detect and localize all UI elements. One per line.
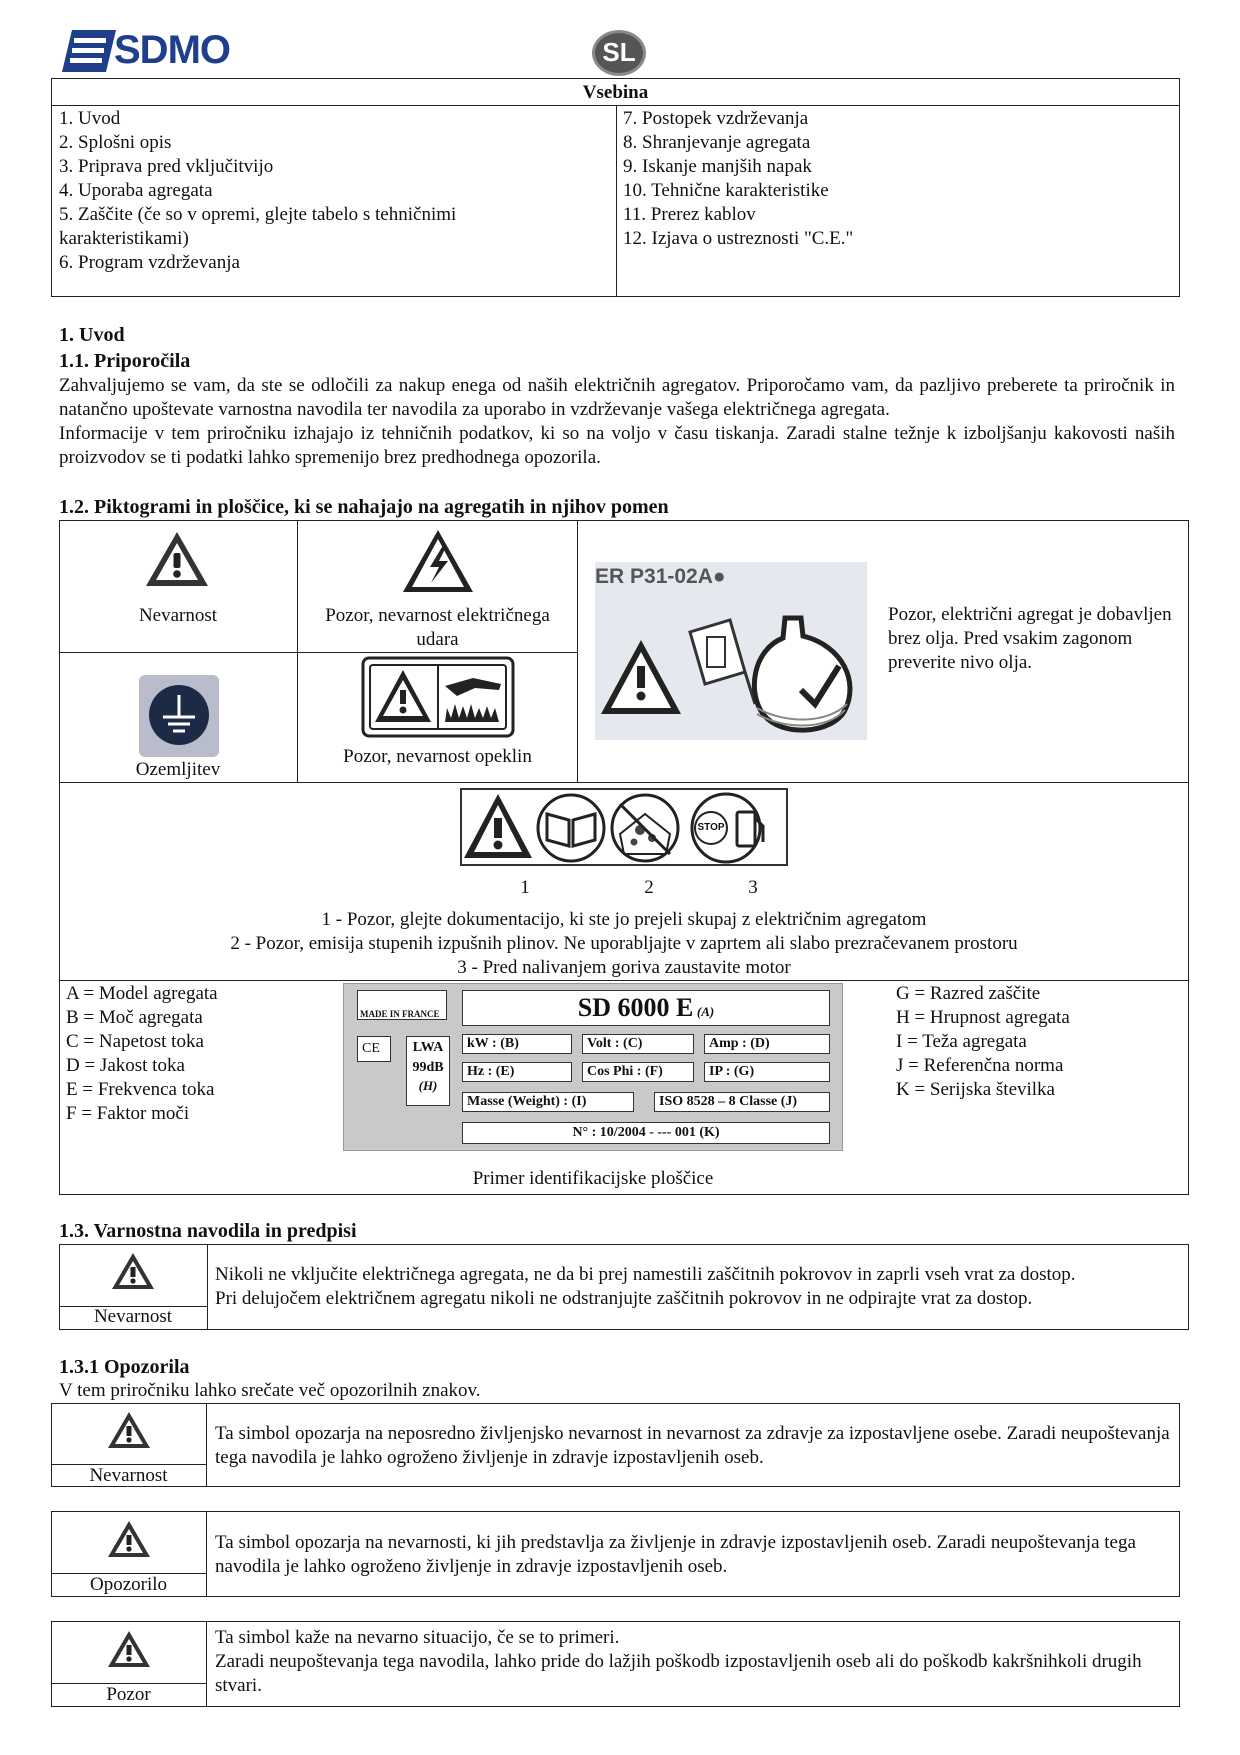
table-row-line (59, 980, 1189, 981)
burn-hazard-icon (361, 656, 515, 738)
legend-item: G = Razred zaščite (896, 983, 1041, 1004)
safety-text-1: Nikoli ne vključite električnega agregata, ne da bi prej namestili zaščitnih pokrovov in zaprli vseh vrat za dostop. (215, 1264, 1076, 1285)
legend-item: I = Teža agregata (896, 1031, 1027, 1052)
plate-model-tag: (A) (696, 1004, 715, 1019)
plate-legend-right (896, 982, 1176, 1102)
plate-amp: Amp : (D) (704, 1034, 830, 1054)
safety-label: Nevarnost (93, 1306, 173, 1327)
oil-sticker-code: ER P31-02A● (595, 565, 726, 588)
toc-item: 8. Shranjevanje agregata (623, 132, 811, 153)
plate-serial: N° : 10/2004 - --- 001 (K) (462, 1122, 830, 1144)
warning-text-warning: Ta simbol opozarja na nevarnosti, ki jih predstavlja za življenje in zdravje izpostavljenih oseb. Zaradi neupoštevanja tega navodila je lahko ogroženo življenje in zdravje izpostavljenih oseb. (215, 1532, 1136, 1577)
burn-hazard-label: Pozor, nevarnost opeklin (343, 746, 532, 767)
plate-model (462, 990, 830, 1026)
toc-item: 3. Priprava pred vključitvijo (59, 156, 274, 177)
section-1-2-title: 1.2. Piktogrami in ploščice, ki se nahajajo na agregatih in njihov pomen (59, 496, 669, 518)
plate-legend-left (66, 982, 346, 1126)
language-badge (590, 28, 648, 78)
toc-item: 9. Iskanje manjših napak (623, 156, 812, 177)
safety-text-2: Pri delujočem električnem agregatu nikoli ne odstranjujte zaščitnih pokrovov in ne odpirajte vrat za dostop. (215, 1288, 1033, 1309)
legend-item: B = Moč agregata (66, 1007, 203, 1028)
table-col-line (297, 520, 298, 782)
danger-icon (143, 529, 211, 589)
plate-norm: ISO 8528 – 8 Classe (J) (654, 1092, 830, 1112)
symbol-description-3: 3 - Pred nalivanjem goriva zaustavite motor (457, 957, 791, 978)
section-1-3-title: 1.3. Varnostna navodila in predpisi (59, 1220, 357, 1242)
toc-item: karakteristikami) (59, 228, 189, 249)
table-col-line (206, 1511, 207, 1597)
plate-noise-box (406, 1036, 450, 1106)
toc-right-column (623, 107, 1173, 251)
danger-icon (106, 1410, 152, 1450)
plate-volt: Volt : (C) (582, 1034, 694, 1054)
plate-cos-phi: Cos Phi : (F) (582, 1062, 694, 1082)
plate-caption: Primer identifikacijske ploščice (472, 1168, 714, 1189)
warning-text-danger: Ta simbol opozarja na neposredno življenjsko nevarnost in nevarnost za zdravje za izpostavljene osebe. Zaradi neupoštevanja tega navodila je lahko ogroženo življenje in zdravje izpostavljenih oseb. (215, 1423, 1170, 1468)
legend-item: C = Napetost toka (66, 1031, 204, 1052)
combined-warning-sticker (460, 788, 788, 866)
plate-ce-mark: CE (357, 1036, 391, 1062)
table-col-line (206, 1621, 207, 1707)
oil-warning-text: Pozor, električni agregat je dobavljen brez olja. Pred vsakim zagonom preverite nivo olja. (888, 604, 1172, 673)
toc-item: 1. Uvod (59, 108, 121, 129)
language-code: SL (602, 37, 636, 67)
toc-item: 11. Prerez kablov (623, 204, 756, 225)
plate-model-name: SD 6000 E (577, 993, 694, 1022)
legend-item: H = Hrupnost agregata (896, 1007, 1070, 1028)
warning-icon (106, 1519, 152, 1559)
warning-label-caution: Pozor (106, 1684, 151, 1705)
warning-label-warning: Opozorilo (89, 1574, 168, 1595)
section-1-1-title: 1.1. Priporočila (59, 350, 191, 372)
plate-kw: kW : (B) (462, 1034, 572, 1054)
table-col-line (207, 1244, 208, 1330)
legend-item: J = Referenčna norma (896, 1055, 1064, 1076)
brand-name: SDMO (114, 28, 230, 72)
plate-lwa: LWA (412, 1040, 444, 1055)
toc-item: 7. Postopek vzdrževanja (623, 108, 809, 129)
plate-ip: IP : (G) (704, 1062, 830, 1082)
section-1-title: 1. Uvod (59, 324, 125, 346)
plate-hz: Hz : (E) (462, 1062, 572, 1082)
ground-icon (139, 675, 219, 757)
warnings-intro: V tem priročniku lahko srečate več opozorilnih znakov. (59, 1380, 481, 1401)
legend-item: E = Frekvenca toka (66, 1079, 215, 1100)
identification-plate (343, 983, 843, 1151)
electric-shock-label: Pozor, nevarnost električnega udara (325, 605, 550, 650)
plate-made-in: MADE IN FRANCE (357, 990, 447, 1020)
stop-label: STOP (697, 822, 725, 833)
electric-shock-icon (400, 527, 476, 595)
warning-text-caution-1: Ta simbol kaže na nevarno situacijo, če se to primeri. (215, 1627, 620, 1648)
table-row-line (59, 782, 1189, 783)
plate-db: 99dB (412, 1060, 444, 1075)
section-1-3-1-title: 1.3.1 Opozorila (59, 1356, 190, 1378)
recommendations-paragraph-2: Informacije v tem priročniku izhajajo iz tehničnih podatkov, ki so na voljo v času tiskanja. Zaradi stalne težnje k izboljšanju kakovosti naših proizvodov se ti podatki lahko spremenijo brez predhodnega opozorila. (59, 423, 1175, 468)
danger-icon (110, 1251, 156, 1291)
warning-label-danger: Nevarnost (89, 1465, 168, 1486)
caution-icon (106, 1629, 152, 1669)
symbol-description-1: 1 - Pozor, glejte dokumentacijo, ki ste jo prejeli skupaj z električnim agregatom (321, 909, 927, 930)
recommendations-paragraph-1: Zahvaljujemo se vam, da ste se odločili za nakup enega od naših električnih agregatov. Priporočamo vam, da pazljivo preberete ta priročnik in natančno upoštevate varnostna navodila ter navodila za uporabo in vzdrževanje vašega električnega agregata. (59, 375, 1175, 420)
table-col-line (577, 520, 578, 782)
legend-item: K = Serijska številka (896, 1079, 1055, 1100)
toc-column-divider (616, 105, 617, 297)
sdmo-logo (58, 26, 228, 76)
plate-weight: Masse (Weight) : (I) (462, 1092, 634, 1112)
symbol-number-2: 2 (644, 877, 654, 898)
plate-h: (H) (418, 1078, 438, 1093)
toc-item: 2. Splošni opis (59, 132, 172, 153)
toc-item: 12. Izjava o ustreznosti "C.E." (623, 228, 854, 249)
oil-warning-sticker (595, 562, 867, 740)
legend-item: D = Jakost toka (66, 1055, 185, 1076)
toc-item: 10. Tehnične karakteristike (623, 180, 829, 201)
symbol-description-2: 2 - Pozor, emisija stupenih izpušnih plinov. Ne uporabljajte v zaprtem ali slabo prezračevanem prostoru (230, 933, 1018, 954)
toc-item: 5. Zaščite (če so v opremi, glejte tabelo s tehničnimi (59, 204, 457, 225)
table-row-line (59, 652, 577, 653)
toc-title: Vsebina (582, 82, 649, 103)
warning-text-caution-2: Zaradi neupoštevanja tega navodila, lahko pride do lažjih poškodb izpostavljenih oseb ali do poškodb kakršnihkoli drugih stvari. (215, 1651, 1142, 1696)
legend-item: A = Model agregata (66, 983, 218, 1004)
toc-item: 6. Program vzdrževanja (59, 252, 240, 273)
symbol-number-1: 1 (520, 877, 530, 898)
toc-left-column (59, 107, 609, 275)
toc-item: 4. Uporaba agregata (59, 180, 213, 201)
legend-item: F = Faktor moči (66, 1103, 190, 1124)
oil-can-icon (595, 592, 867, 740)
ground-label: Ozemljitev (135, 759, 221, 780)
table-col-line (206, 1403, 207, 1487)
symbol-number-3: 3 (748, 877, 758, 898)
danger-label: Nevarnost (138, 605, 218, 626)
